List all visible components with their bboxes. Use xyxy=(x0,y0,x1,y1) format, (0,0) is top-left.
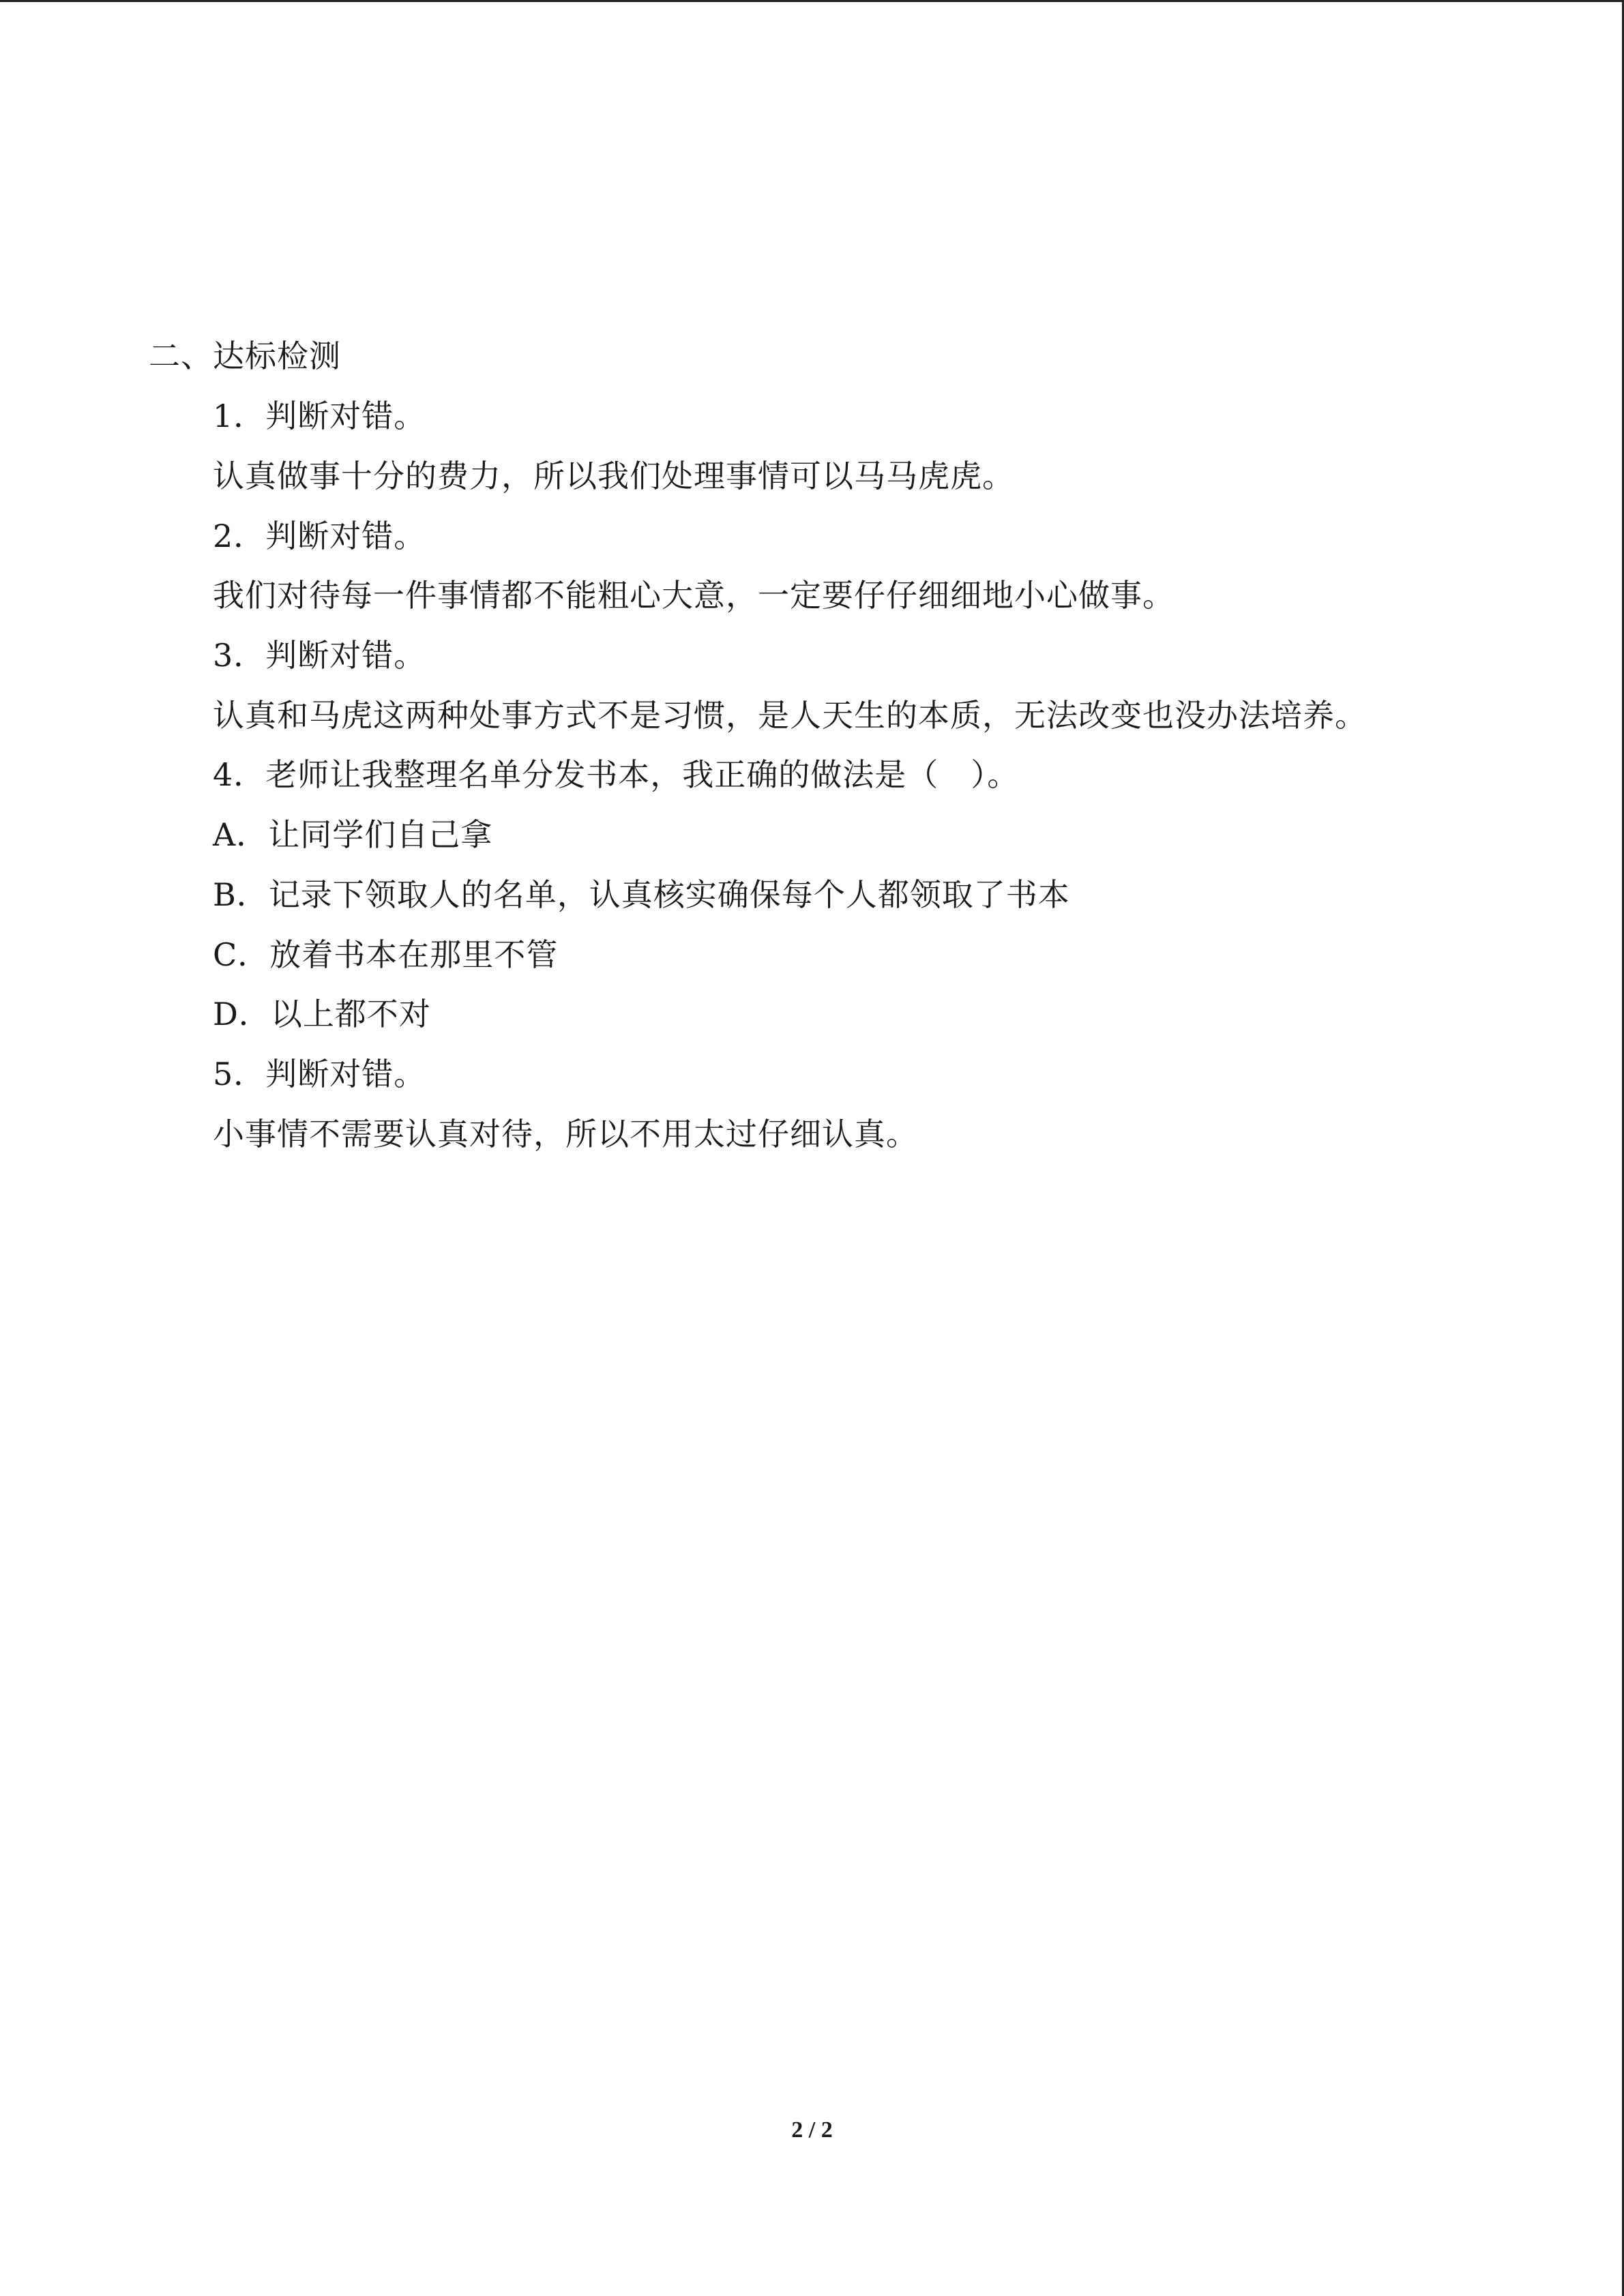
section-title: 二、达标检测 xyxy=(149,338,341,374)
question-4-option-c: C．放着书本在那里不管 xyxy=(213,936,559,973)
question-4-option-a: A．让同学们自己拿 xyxy=(213,816,493,853)
question-4-option-d: D．以上都不对 xyxy=(213,996,431,1032)
question-4-heading: 4．老师让我整理名单分发书本，我正确的做法是（ ）。 xyxy=(213,756,1020,793)
question-3-statement: 认真和马虎这两种处事方式不是习惯，是人天生的本质，无法改变也没办法培养。 xyxy=(213,697,1367,734)
question-1-heading: 1．判断对错。 xyxy=(213,398,426,434)
question-5-heading: 5．判断对错。 xyxy=(213,1056,426,1092)
question-4-option-b: B．记录下领取人的名单，认真核实确保每个人都领取了书本 xyxy=(213,876,1070,913)
question-2-heading: 2．判断对错。 xyxy=(213,518,426,554)
question-2-statement: 我们对待每一件事情都不能粗心大意，一定要仔仔细细地小心做事。 xyxy=(213,577,1175,614)
question-1-statement: 认真做事十分的费力，所以我们处理事情可以马马虎虎。 xyxy=(213,458,1014,494)
question-5-statement: 小事情不需要认真对待，所以不用太过仔细认真。 xyxy=(213,1116,918,1152)
page-border-top xyxy=(0,0,1624,2)
question-3-heading: 3．判断对错。 xyxy=(213,637,426,674)
page-number: 2 / 2 xyxy=(791,2117,833,2143)
